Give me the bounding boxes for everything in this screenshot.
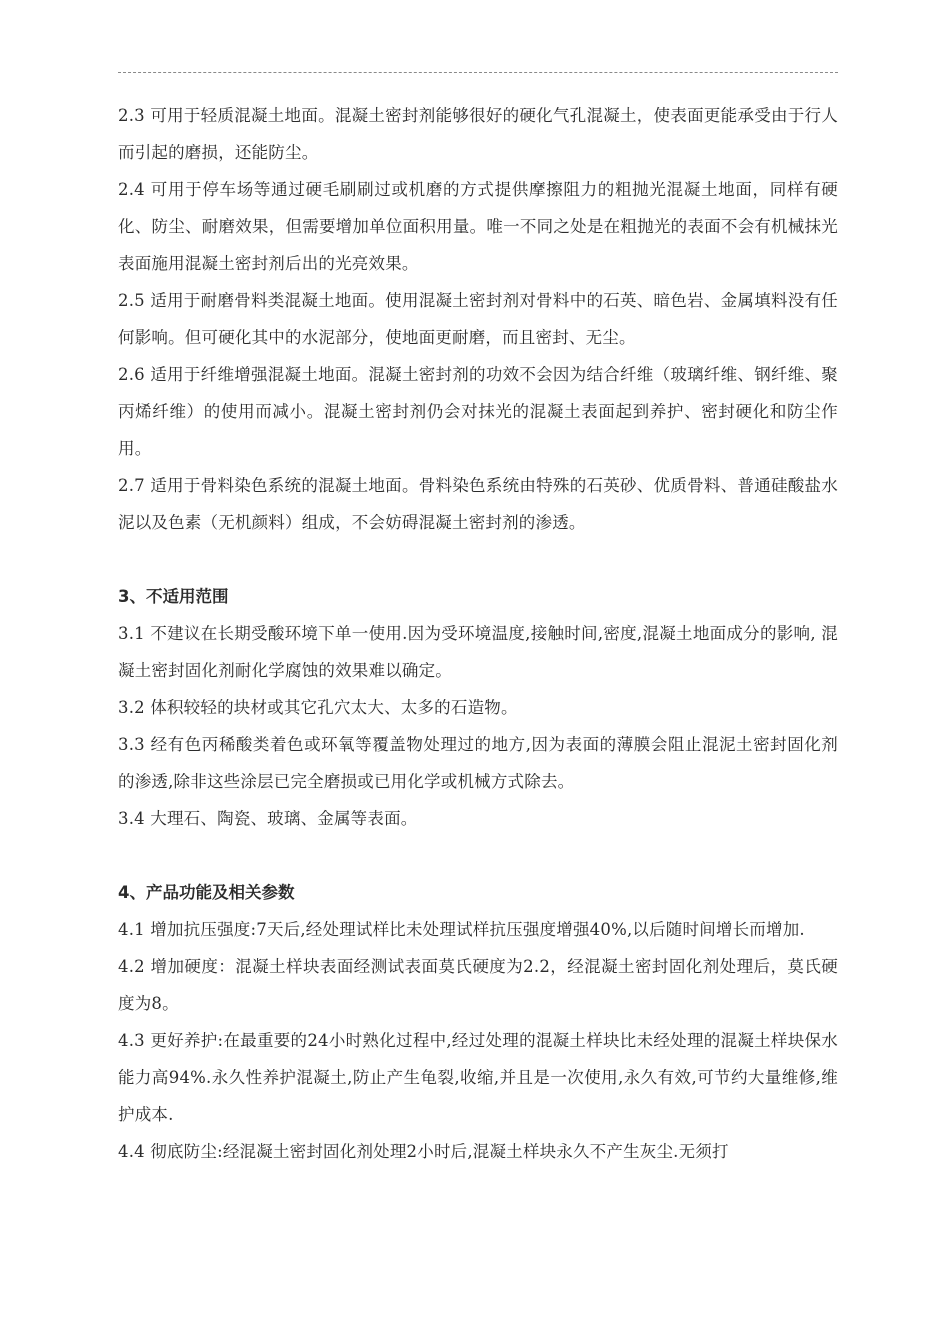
- list-item: 4.4 彻底防尘:经混凝土密封固化剂处理2小时后,混凝土样块永久不产生灰尘.无须打: [118, 1142, 729, 1161]
- list-item: 4.1 增加抗压强度:7天后,经处理试样比未处理试样抗压强度增强40%,以后随时间增长而增加.: [118, 920, 805, 939]
- list-item: 3.3 经有色丙稀酸类着色或环氧等覆盖物处理过的地方,因为表面的薄膜会阻止混泥土密封固化剂的渗透,除非这些涂层已完全磨损或已用化学或机械方式除去。: [118, 735, 838, 791]
- section-4-heading: 4、产品功能及相关参数: [118, 883, 295, 902]
- document-page: [118, 72, 838, 1170]
- section-2-list: [118, 97, 838, 541]
- list-item: 2.7 适用于骨料染色系统的混凝土地面。骨料染色系统由特殊的石英砂、优质骨料、普通硅酸盐水泥以及色素（无机颜料）组成，不会妨碍混凝土密封剂的渗透。: [118, 476, 838, 532]
- list-item: 2.3 可用于轻质混凝土地面。混凝土密封剂能够很好的硬化气孔混凝土，使表面更能承受由于行人而引起的磨损，还能防尘。: [118, 106, 838, 162]
- list-item: 4.2 增加硬度：混凝土样块表面经测试表面莫氏硬度为2.2，经混凝土密封固化剂处理后，莫氏硬度为8。: [118, 957, 838, 1013]
- section-3-list: [118, 615, 838, 837]
- section-spacer: [118, 837, 838, 874]
- header-divider: [118, 72, 838, 73]
- section-spacer: [118, 541, 838, 578]
- list-item: 2.4 可用于停车场等通过硬毛刷刷过或机磨的方式提供摩擦阻力的粗抛光混凝土地面，同样有硬化、防尘、耐磨效果，但需要增加单位面积用量。唯一不同之处是在粗抛光的表面不会有机械抹光表面施用混凝土密封剂后出的光亮效果。: [118, 180, 838, 273]
- list-item: 3.2 体积较轻的块材或其它孔穴太大、太多的石造物。: [118, 698, 518, 717]
- list-item: 2.5 适用于耐磨骨料类混凝土地面。使用混凝土密封剂对骨料中的石英、暗色岩、金属填料没有任何影响。但可硬化其中的水泥部分，使地面更耐磨，而且密封、无尘。: [118, 291, 838, 347]
- list-item: 3.4 大理石、陶瓷、玻璃、金属等表面。: [118, 809, 418, 828]
- section-3-heading: 3、不适用范围: [118, 587, 229, 606]
- list-item: 3.1 不建议在长期受酸环境下单一使用.因为受环境温度,接触时间,密度,混凝土地面成分的影响, 混凝土密封固化剂耐化学腐蚀的效果难以确定。: [118, 624, 838, 680]
- list-item: 4.3 更好养护:在最重要的24小时熟化过程中,经过处理的混凝土样块比未经处理的混凝土样块保水能力高94%.永久性养护混凝土,防止产生龟裂,收缩,并且是一次使用,永久有效,可节约大量维修,维护成本.: [118, 1031, 838, 1124]
- section-4-list: [118, 911, 838, 1170]
- list-item: 2.6 适用于纤维增强混凝土地面。混凝土密封剂的功效不会因为结合纤维（玻璃纤维、钢纤维、聚丙烯纤维）的使用而减小。混凝土密封剂仍会对抹光的混凝土表面起到养护、密封硬化和防尘作用。: [118, 365, 838, 458]
